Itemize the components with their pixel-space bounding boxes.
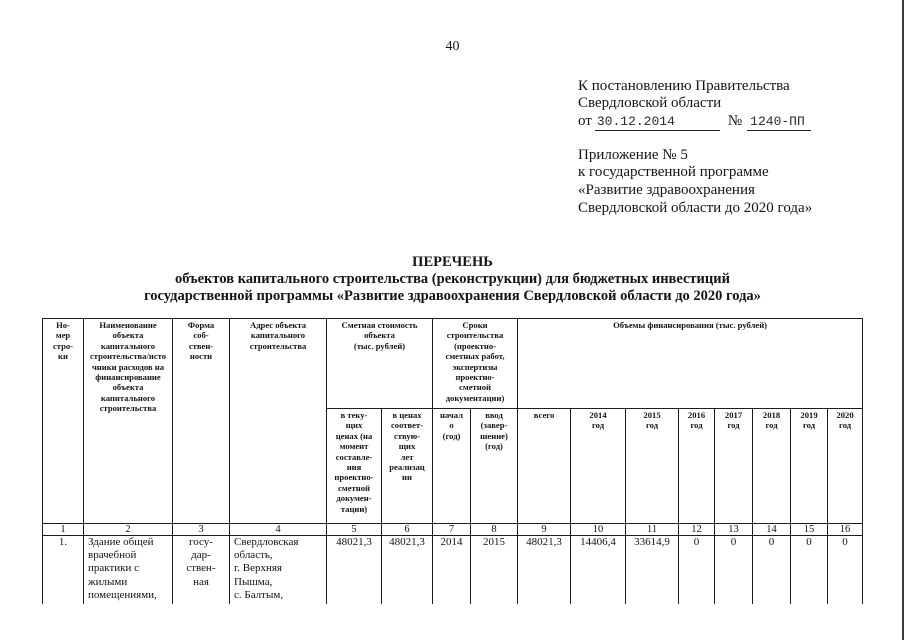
cell-financing-total: 48021,3 [518,536,571,604]
column-number-12: 12 [679,524,715,536]
column-number-3: 3 [173,524,230,536]
column-number-4: 4 [230,524,327,536]
column-numbers-row [43,524,863,536]
cell-row-number: 1. [43,536,84,604]
column-number-14: 14 [753,524,791,536]
column-number-15: 15 [791,524,828,536]
cell-object-name: Здание общей врачебной практики с жилыми помещениями, [84,536,173,604]
header-object-name: Наименование объекта капитального строительства/исто чники расходов на финансирование объекта капитального строительства [84,319,173,524]
cell-financing-2015: 33614,9 [626,536,679,604]
decree-from-label: от [578,113,592,129]
header-year-2015: 2015 год [626,409,679,524]
cell-object-address: Свердловская область, г. Верхняя Пышма, с. Балтым, [230,536,327,604]
header-year-2017: 2017 год [715,409,753,524]
header-object-address: Адрес объекта капитального строительства [230,319,327,524]
column-number-7: 7 [433,524,471,536]
cell-ownership-form: госу- дар- ствен- ная [173,536,230,604]
cell-financing-2019: 0 [791,536,828,604]
header-financing-volumes-group: Объемы финансирования (тыс. рублей) [518,319,863,409]
scan-edge-line [902,0,904,640]
column-number-8: 8 [471,524,518,536]
list-subtitle-line-2: государственной программы «Развитие здравоохранения Свердловской области до 2020 года» [144,288,761,304]
decree-line-1: К постановлению Правительства [578,78,790,94]
appendix-line-4: Свердловской области до 2020 года» [578,200,813,216]
cell-cost-years-prices: 48021,3 [382,536,433,604]
column-number-10: 10 [571,524,626,536]
header-row-number: Но- мер стро- ки [43,319,84,524]
header-year-2016: 2016 год [679,409,715,524]
cell-financing-2016: 0 [679,536,715,604]
column-number-13: 13 [715,524,753,536]
list-subtitle-line-1: объектов капитального строительства (реконструкции) для бюджетных инвестиций [175,271,730,287]
header-year-2014: 2014 год [571,409,626,524]
capital-construction-objects-table [42,318,863,604]
header-year-2019: 2019 год [791,409,828,524]
header-ownership-form: Форма соб- ствен- ности [173,319,230,524]
decree-date-number-line [578,112,811,131]
cell-financing-2020: 0 [828,536,863,604]
header-year-2020: 2020 год [828,409,863,524]
header-financing-total: всего [518,409,571,524]
cell-cost-current-prices: 48021,3 [327,536,382,604]
header-construction-terms-group: Сроки строительства (проектно- сметных работ, экспертизы проектно- сметной документации) [433,319,518,409]
cell-financing-2014: 14406,4 [571,536,626,604]
appendix-line-1: Приложение № 5 [578,147,688,163]
table-row [43,536,863,604]
decree-number-sign: № [727,113,743,129]
column-number-11: 11 [626,524,679,536]
header-term-start: начал о (год) [433,409,471,524]
cell-term-end: 2015 [471,536,518,604]
decree-number-field: 1240-ПП [747,113,811,131]
cell-financing-2018: 0 [753,536,791,604]
column-number-1: 1 [43,524,84,536]
header-cost-years-prices: в ценах соответ- ствую- щих лет реализац ии [382,409,433,524]
cell-term-start: 2014 [433,536,471,604]
cell-financing-2017: 0 [715,536,753,604]
appendix-line-3: «Развитие здравоохранения [578,182,755,198]
header-term-end: ввод (завер- шение) (год) [471,409,518,524]
decree-date-field: 30.12.2014 [595,113,720,131]
column-number-9: 9 [518,524,571,536]
column-number-16: 16 [828,524,863,536]
column-number-6: 6 [382,524,433,536]
decree-line-2: Свердловской области [578,95,722,111]
column-number-5: 5 [327,524,382,536]
column-number-2: 2 [84,524,173,536]
list-heading: ПЕРЕЧЕНЬ [412,254,493,270]
header-row-1 [43,319,863,409]
page-number: 40 [445,39,460,54]
header-estimated-cost-group: Сметная стоимость объекта (тыс. рублей) [327,319,433,409]
header-cost-current-prices: в теку- щих ценах (на момент составле- ния проектно- сметной докумен- тации) [327,409,382,524]
appendix-line-2: к государственной программе [578,164,769,180]
header-year-2018: 2018 год [753,409,791,524]
